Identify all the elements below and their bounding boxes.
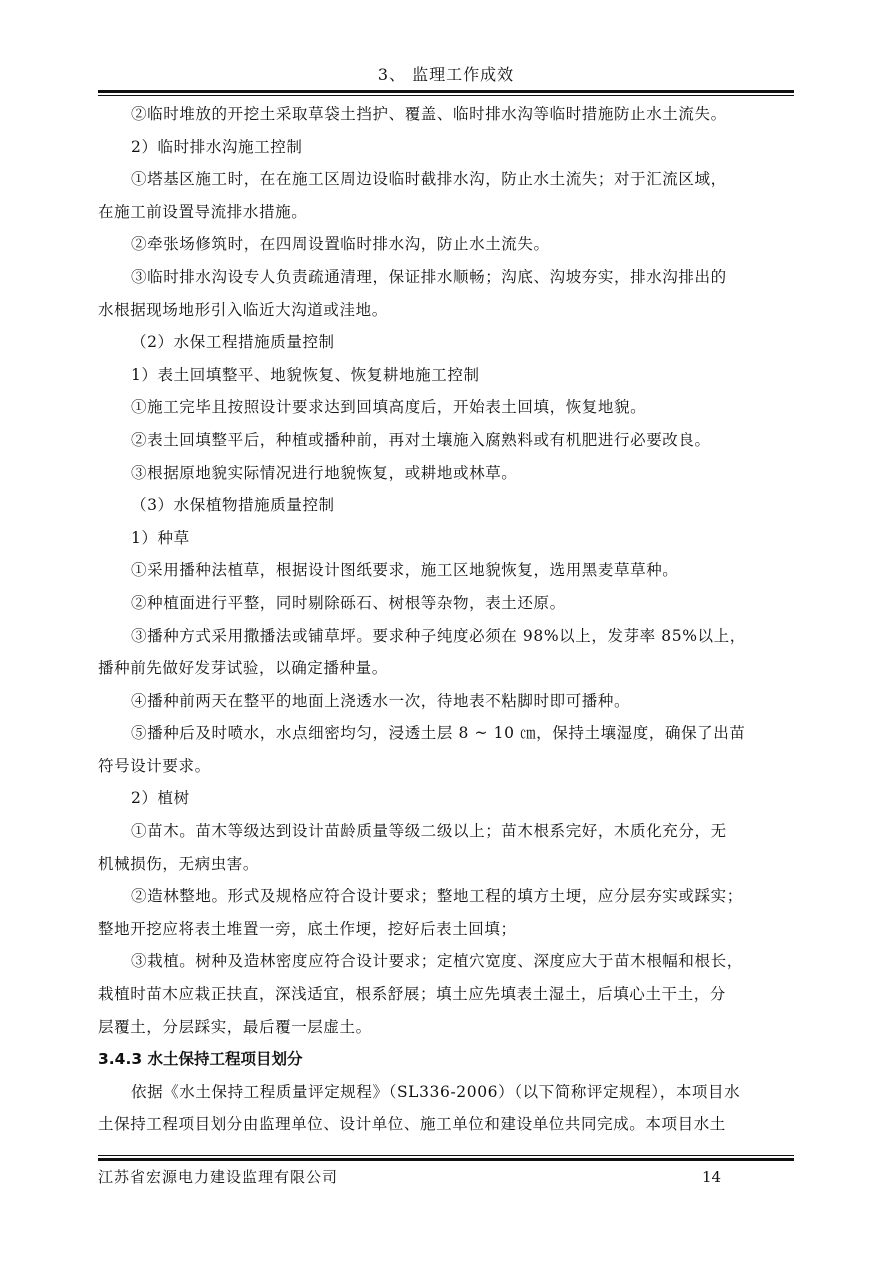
footer-company: 江苏省宏源电力建设监理有限公司 (98, 1168, 339, 1186)
paragraph-line: ③播种方式采用撒播法或铺草坪。要求种子纯度必须在 98%以上，发芽率 85%以上， (131, 626, 746, 645)
paragraph-line: 1）种草 (131, 528, 190, 547)
paragraph (98, 163, 794, 228)
paragraph (98, 685, 794, 718)
section-heading: 3.4.3 水土保持工程项目划分 (98, 1050, 303, 1069)
paragraph (98, 131, 794, 164)
paragraph-line: ③根据原地貌实际情况进行地貌恢复，或耕地或林草。 (131, 463, 518, 482)
paragraph (98, 522, 794, 555)
paragraph (98, 587, 794, 620)
paragraph-line: 土保持工程项目划分由监理单位、设计单位、施工单位和建设单位共同完成。本项目水土 (98, 1115, 726, 1134)
page-number: 14 (702, 1168, 722, 1186)
paragraph-line: ⑤播种后及时喷水，水点细密均匀，浸透土层 8 ~ 10 ㎝，保持土壤湿度，确保了出苗 (131, 724, 746, 743)
paragraph-line: 在施工前设置导流排水措施。 (98, 202, 308, 221)
paragraph-line: 播种前先做好发芽试验，以确定播种量。 (98, 659, 388, 678)
paragraph (98, 359, 794, 392)
paragraph-line: 1）表土回填整平、地貌恢复、恢复耕地施工控制 (131, 365, 480, 384)
paragraph-line: ①塔基区施工时，在在施工区周边设临时截排水沟，防止水土流失；对于汇流区域， (131, 170, 727, 189)
footer-rule-thick (98, 1158, 794, 1161)
paragraph (98, 945, 794, 1043)
paragraph-line: ②表土回填整平后，种植或播种前，再对土壤施入腐熟料或有机肥进行必要改良。 (131, 430, 711, 449)
paragraph-line: （2）水保工程措施质量控制 (131, 333, 335, 352)
paragraph-line: ②造林整地。形式及规格应符合设计要求；整地工程的填方土埂，应分层夯实或踩实； (131, 887, 743, 906)
paragraph-line: 整地开挖应将表土堆置一旁，底土作埂，挖好后表土回填； (98, 919, 517, 938)
header-rule-thick (98, 90, 794, 93)
paragraph (98, 815, 794, 880)
paragraph-line: ①采用播种法植草，根据设计图纸要求，施工区地貌恢复，选用黑麦草草种。 (131, 561, 679, 580)
paragraph-group-main (98, 98, 794, 1043)
paragraph-line: 2）植树 (131, 789, 190, 808)
paragraph-line: 水根据现场地形引入临近大沟道或洼地。 (98, 300, 388, 319)
paragraph-line: 符号设计要求。 (98, 756, 211, 775)
footer-rule-thin (98, 1155, 794, 1156)
paragraph-line: ①苗木。苗木等级达到设计苗龄质量等级二级以上；苗木根系完好，木质化充分，无 (131, 822, 727, 841)
paragraph-line: ③临时排水沟设专人负责疏通清理，保证排水顺畅；沟底、沟坡夯实，排水沟排出的 (131, 267, 727, 286)
paragraph (98, 228, 794, 261)
paragraph-line: ②种植面进行平整，同时剔除砾石、树根等杂物，表土还原。 (131, 593, 566, 612)
paragraph (98, 1076, 794, 1141)
paragraph (98, 261, 794, 326)
paragraph (98, 782, 794, 815)
paragraph (98, 554, 794, 587)
paragraph-line: 2）临时排水沟施工控制 (131, 137, 303, 156)
paragraph (98, 424, 794, 457)
document-body (98, 98, 794, 1141)
paragraph (98, 489, 794, 522)
paragraph-line: 机械损伤，无病虫害。 (98, 854, 260, 873)
header-rule-thin (98, 95, 794, 96)
paragraph-line: ④播种前两天在整平的地面上浇透水一次，待地表不粘脚时即可播种。 (131, 691, 631, 710)
paragraph (98, 457, 794, 490)
page-header-title: 3、 监理工作成效 (377, 65, 515, 84)
paragraph-line: 依据《水土保持工程质量评定规程》（SL336-2006）（以下简称评定规程），本项目水 (131, 1082, 741, 1101)
paragraph-group-after-heading (98, 1076, 794, 1141)
paragraph-line: ①施工完毕且按照设计要求达到回填高度后，开始表土回填，恢复地貌。 (131, 398, 647, 417)
paragraph (98, 391, 794, 424)
paragraph-line: ②临时堆放的开挖土采取草袋土挡护、覆盖、临时排水沟等临时措施防止水土流失。 (131, 105, 727, 123)
paragraph (98, 326, 794, 359)
paragraph-line: 层覆土，分层踩实，最后覆一层虚土。 (98, 1017, 372, 1036)
paragraph-line: 栽植时苗木应栽正扶直，深浅适宜，根系舒展；填土应先填表土湿土，后填心土干土，分 (98, 985, 726, 1004)
paragraph (98, 880, 794, 945)
paragraph-line: ②牵张场修筑时，在四周设置临时排水沟，防止水土流失。 (131, 235, 550, 254)
paragraph-line: ③栽植。树种及造林密度应符合设计要求；定植穴宽度、深度应大于苗木根幅和根长， (131, 952, 743, 971)
paragraph (98, 717, 794, 782)
paragraph (98, 98, 794, 131)
paragraph-line: （3）水保植物措施质量控制 (131, 496, 335, 515)
paragraph (98, 620, 794, 685)
